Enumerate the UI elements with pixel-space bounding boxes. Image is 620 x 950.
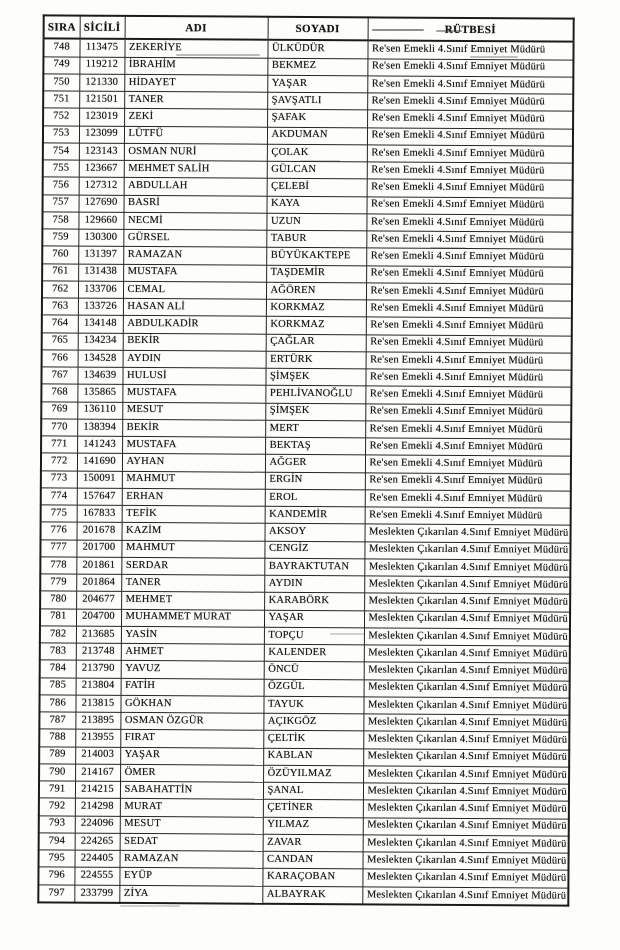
cell-sira: 754 — [43, 143, 79, 160]
cell-adi: SERDAR — [121, 557, 264, 575]
cell-sira: 748 — [43, 38, 79, 56]
cell-soyadi: ÜLKÜDÜR — [267, 40, 367, 59]
cell-adi: MUSTAFA — [123, 264, 266, 282]
cell-rutbesi: Re'sen Emekli 4.Sınıf Emniyet Müdürü — [365, 386, 571, 405]
cell-rutbesi: Re'sen Emekli 4.Sınıf Emniyet Müdürü — [367, 145, 573, 164]
cell-soyadi: TOPÇU — [264, 627, 364, 645]
cell-sicili: 213895 — [75, 712, 120, 730]
cell-adi: ABDULLAH — [124, 178, 267, 196]
cell-adi: FIRAT — [120, 730, 263, 748]
cell-rutbesi: Meslekten Çıkarılan 4.Sınıf Emniyet Müdürü — [365, 524, 571, 543]
cell-sira: 761 — [42, 263, 78, 280]
cell-rutbesi: Meslekten Çıkarılan 4.Sınıf Emniyet Müdürü — [362, 886, 568, 905]
cell-sira: 762 — [42, 281, 78, 298]
cell-sira: 786 — [39, 695, 75, 712]
cell-adi: MEHMET SALİH — [124, 160, 267, 178]
cell-sira: 797 — [38, 884, 74, 902]
cell-sira: 763 — [42, 298, 78, 315]
cell-sicili: 233799 — [74, 885, 119, 903]
cell-adi: MESUT — [122, 402, 265, 420]
cell-rutbesi: Re'sen Emekli 4.Sınıf Emniyet Müdürü — [367, 76, 573, 95]
cell-sicili: 214003 — [75, 747, 120, 765]
scan-artifact — [120, 905, 180, 907]
table-body — [38, 38, 573, 905]
cell-adi: ÖMER — [120, 764, 263, 782]
cell-soyadi: KORKMAZ — [266, 317, 366, 335]
cell-adi: ERHAN — [122, 488, 265, 506]
cell-adi: RAMAZAN — [120, 850, 263, 868]
table-header — [44, 15, 574, 41]
cell-rutbesi: Re'sen Emekli 4.Sınıf Emniyet Müdürü — [367, 179, 573, 198]
cell-rutbesi: Re'sen Emekli 4.Sınıf Emniyet Müdürü — [367, 127, 573, 146]
cell-sicili: 134148 — [78, 315, 123, 333]
cell-sicili: 224405 — [75, 850, 120, 868]
cell-soyadi: ÇELTİK — [263, 730, 363, 748]
cell-sicili: 123019 — [79, 108, 124, 126]
cell-sira: 751 — [43, 91, 79, 108]
cell-sicili: 224265 — [75, 833, 120, 851]
cell-soyadi: AÇIKGÖZ — [263, 713, 363, 731]
cell-sicili: 224096 — [75, 816, 120, 834]
cell-sicili: 121501 — [79, 91, 124, 109]
cell-sicili: 123099 — [79, 126, 124, 144]
cell-sicili: 141690 — [77, 453, 122, 471]
column-header-sira: SIRA — [44, 15, 80, 38]
cell-soyadi: KARABÖRK — [264, 592, 364, 610]
cell-adi: AYHAN — [122, 454, 265, 472]
cell-sicili: 134234 — [78, 333, 123, 351]
cell-adi: BEKİR — [122, 419, 265, 437]
cell-sicili: 213815 — [75, 695, 120, 713]
cell-soyadi: ÖNCÜ — [264, 661, 364, 679]
cell-soyadi: CANDAN — [263, 851, 363, 869]
cell-adi: HASAN ALİ — [123, 298, 266, 316]
table-row — [38, 884, 568, 905]
cell-sira: 789 — [39, 746, 75, 763]
cell-adi: BEKİR — [123, 333, 266, 351]
cell-soyadi: KANDEMİR — [265, 506, 365, 524]
cell-sira: 755 — [43, 160, 79, 177]
cell-rutbesi: Re'sen Emekli 4.Sınıf Emniyet Müdürü — [366, 248, 572, 267]
column-header-sicili: SİCİLİ — [80, 16, 125, 39]
cell-sicili: 119212 — [79, 57, 124, 75]
cell-sicili: 141243 — [77, 436, 122, 454]
cell-adi: BASRİ — [124, 195, 267, 213]
cell-sicili: 133706 — [78, 281, 123, 299]
cell-rutbesi: Re'sen Emekli 4.Sınıf Emniyet Müdürü — [366, 283, 572, 302]
cell-adi: LÜTFÜ — [124, 126, 267, 144]
cell-soyadi: ÇETİNER — [263, 799, 363, 817]
cell-rutbesi: Re'sen Emekli 4.Sınıf Emniyet Müdürü — [365, 403, 571, 422]
cell-sira: 779 — [40, 574, 76, 591]
cell-sicili: 214215 — [75, 781, 120, 799]
personnel-table — [37, 14, 574, 906]
cell-adi: AYDIN — [123, 350, 266, 368]
cell-sira: 794 — [39, 833, 75, 850]
cell-sira: 796 — [38, 867, 74, 884]
cell-rutbesi: Meslekten Çıkarılan 4.Sınıf Emniyet Müdürü — [364, 559, 570, 578]
cell-rutbesi: Re'sen Emekli 4.Sınıf Emniyet Müdürü — [365, 438, 571, 457]
cell-soyadi: MERT — [265, 420, 365, 438]
cell-rutbesi: Re'sen Emekli 4.Sınıf Emniyet Müdürü — [366, 334, 572, 353]
cell-rutbesi: Meslekten Çıkarılan 4.Sınıf Emniyet Müdürü — [364, 679, 570, 698]
cell-soyadi: AKDUMAN — [267, 127, 367, 145]
cell-adi: NECMİ — [123, 212, 266, 230]
cell-sicili: 131397 — [78, 246, 123, 264]
cell-sira: 756 — [43, 177, 79, 194]
cell-sira: 778 — [40, 557, 76, 574]
cell-sira: 777 — [40, 539, 76, 556]
cell-rutbesi: Re'sen Emekli 4.Sınıf Emniyet Müdürü — [365, 421, 571, 440]
cell-rutbesi: Meslekten Çıkarılan 4.Sınıf Emniyet Müdürü — [364, 662, 570, 681]
scan-artifact — [176, 54, 260, 56]
cell-rutbesi: Re'sen Emekli 4.Sınıf Emniyet Müdürü — [365, 455, 571, 474]
cell-sicili: 127690 — [79, 195, 124, 213]
cell-sira: 773 — [41, 470, 77, 487]
cell-rutbesi: Re'sen Emekli 4.Sınıf Emniyet Müdürü — [367, 162, 573, 181]
cell-rutbesi: Meslekten Çıkarılan 4.Sınıf Emniyet Müdürü — [364, 541, 570, 560]
cell-soyadi: ALBAYRAK — [262, 886, 362, 905]
column-header-adi: ADI — [125, 16, 268, 40]
cell-adi: RAMAZAN — [123, 247, 266, 265]
cell-sicili: 201864 — [76, 574, 121, 592]
cell-sira: 753 — [43, 125, 79, 142]
cell-sira: 774 — [41, 488, 77, 505]
cell-sicili: 214167 — [75, 764, 120, 782]
cell-soyadi: ERTÜRK — [266, 351, 366, 369]
cell-soyadi: YAŞAR — [267, 75, 367, 93]
cell-rutbesi: Re'sen Emekli 4.Sınıf Emniyet Müdürü — [366, 231, 572, 250]
cell-soyadi: ZAVAR — [263, 834, 363, 852]
cell-sira: 771 — [41, 436, 77, 453]
cell-rutbesi: Re'sen Emekli 4.Sınıf Emniyet Müdürü — [367, 93, 573, 112]
cell-soyadi: GÜLCAN — [267, 161, 367, 179]
cell-adi: İBRAHİM — [124, 57, 267, 75]
cell-sicili: 201861 — [76, 557, 121, 575]
cell-sira: 765 — [42, 332, 78, 349]
cell-soyadi: AĞGER — [265, 454, 365, 472]
cell-rutbesi: Re'sen Emekli 4.Sınıf Emniyet Müdürü — [366, 214, 572, 233]
cell-rutbesi: Meslekten Çıkarılan 4.Sınıf Emniyet Müdürü — [363, 766, 569, 785]
cell-adi: SEDAT — [120, 833, 263, 851]
cell-sira: 750 — [43, 74, 79, 91]
cell-rutbesi: Re'sen Emekli 4.Sınıf Emniyet Müdürü — [366, 300, 572, 319]
cell-soyadi: KALENDER — [264, 644, 364, 662]
cell-sicili: 136110 — [77, 402, 122, 420]
cell-sira: 752 — [43, 108, 79, 125]
cell-sira: 781 — [40, 608, 76, 625]
cell-sicili: 135865 — [77, 384, 122, 402]
cell-soyadi: BÜYÜKAKTEPE — [266, 248, 366, 266]
cell-rutbesi: Meslekten Çıkarılan 4.Sınıf Emniyet Müdürü — [363, 852, 569, 871]
cell-adi: EYÜP — [119, 868, 262, 886]
cell-adi: SABAHATTİN — [120, 781, 263, 799]
cell-adi: MAHMUT — [122, 471, 265, 489]
cell-sicili: 213804 — [76, 678, 121, 696]
cell-sira: 791 — [39, 781, 75, 798]
cell-sira: 780 — [40, 591, 76, 608]
cell-soyadi: BAYRAKTUTAN — [264, 558, 364, 576]
cell-soyadi: YAŞAR — [264, 610, 364, 628]
cell-sicili: 213685 — [76, 626, 121, 644]
cell-soyadi: AĞÖREN — [266, 282, 366, 300]
scan-artifact — [470, 56, 518, 58]
cell-adi: MEHMET — [121, 592, 264, 610]
cell-sicili: 131438 — [78, 264, 123, 282]
cell-sicili: 213748 — [76, 643, 121, 661]
cell-sira: 785 — [40, 677, 76, 694]
cell-sira: 795 — [39, 850, 75, 867]
cell-adi: GÜRSEL — [123, 229, 266, 247]
cell-rutbesi: Re'sen Emekli 4.Sınıf Emniyet Müdürü — [366, 352, 572, 371]
cell-sicili: 133726 — [78, 298, 123, 316]
cell-sicili: 157647 — [77, 488, 122, 506]
column-header-soyadi: SOYADI — [268, 17, 368, 41]
cell-sicili: 167833 — [77, 505, 122, 523]
cell-sira: 782 — [40, 626, 76, 643]
cell-soyadi: ŞİMŞEK — [265, 403, 365, 421]
cell-soyadi: AKSOY — [265, 523, 365, 541]
cell-sira: 769 — [41, 401, 77, 418]
cell-sira: 759 — [42, 229, 78, 246]
cell-sira: 760 — [42, 246, 78, 263]
cell-sira: 775 — [41, 505, 77, 522]
scan-artifact — [330, 633, 364, 635]
cell-sicili: 134639 — [77, 367, 122, 385]
cell-rutbesi: Meslekten Çıkarılan 4.Sınıf Emniyet Müdürü — [363, 783, 569, 802]
cell-rutbesi: Re'sen Emekli 4.Sınıf Emniyet Müdürü — [366, 317, 572, 336]
cell-rutbesi: Meslekten Çıkarılan 4.Sınıf Emniyet Müdürü — [363, 731, 569, 750]
cell-sira: 770 — [41, 419, 77, 436]
cell-adi: HULUSİ — [122, 367, 265, 385]
cell-adi: MAHMUT — [121, 540, 264, 558]
cell-sira: 793 — [39, 815, 75, 832]
cell-sira: 788 — [39, 729, 75, 746]
cell-sira: 767 — [41, 367, 77, 384]
cell-sicili: 150091 — [77, 471, 122, 489]
cell-sira: 766 — [42, 350, 78, 367]
cell-adi: ZEKİ — [124, 109, 267, 127]
cell-sicili: 204700 — [76, 609, 121, 627]
cell-rutbesi: Meslekten Çıkarılan 4.Sınıf Emniyet Müdürü — [364, 593, 570, 612]
cell-sicili: 113475 — [79, 39, 124, 57]
cell-soyadi: CENGİZ — [264, 541, 364, 559]
cell-soyadi: KORKMAZ — [266, 299, 366, 317]
cell-adi: YAVUZ — [121, 661, 264, 679]
cell-sira: 768 — [41, 384, 77, 401]
cell-rutbesi: Re'sen Emekli 4.Sınıf Emniyet Müdürü — [365, 472, 571, 491]
cell-sira: 776 — [41, 522, 77, 539]
cell-rutbesi: Meslekten Çıkarılan 4.Sınıf Emniyet Müdürü — [364, 645, 570, 664]
cell-adi: OSMAN NURİ — [124, 143, 267, 161]
cell-soyadi: KARAÇOBAN — [262, 868, 362, 886]
cell-sira: 764 — [42, 315, 78, 332]
cell-adi: MUSTAFA — [122, 436, 265, 454]
cell-soyadi: KABLAN — [263, 748, 363, 766]
cell-soyadi: ŞANAL — [263, 782, 363, 800]
cell-soyadi: ÖZÜYILMAZ — [263, 765, 363, 783]
cell-sicili: 213955 — [75, 729, 120, 747]
cell-adi: KAZİM — [122, 523, 265, 541]
cell-adi: ZİYA — [119, 885, 262, 904]
cell-adi: TANER — [121, 574, 264, 592]
cell-rutbesi: Re'sen Emekli 4.Sınıf Emniyet Müdürü — [365, 369, 571, 388]
cell-soyadi: YILMAZ — [263, 817, 363, 835]
cell-rutbesi: Meslekten Çıkarılan 4.Sınıf Emniyet Müdürü — [364, 628, 570, 647]
cell-rutbesi: Meslekten Çıkarılan 4.Sınıf Emniyet Müdürü — [363, 835, 569, 854]
cell-sicili: 121330 — [79, 74, 124, 92]
cell-adi: TANER — [124, 91, 267, 109]
cell-adi: ZEKERİYE — [124, 39, 267, 58]
cell-soyadi: TABUR — [266, 230, 366, 248]
cell-adi: MUHAMMET MURAT — [121, 609, 264, 627]
cell-rutbesi: Meslekten Çıkarılan 4.Sınıf Emniyet Müdürü — [363, 800, 569, 819]
cell-adi: HİDAYET — [124, 74, 267, 92]
cell-sicili: 123143 — [79, 143, 124, 161]
cell-adi: YAŞAR — [120, 747, 263, 765]
cell-rutbesi: Meslekten Çıkarılan 4.Sınıf Emniyet Müdürü — [363, 714, 569, 733]
cell-soyadi: ÇOLAK — [267, 144, 367, 162]
cell-rutbesi: Re'sen Emekli 4.Sınıf Emniyet Müdürü — [367, 196, 573, 215]
cell-sira: 790 — [39, 764, 75, 781]
cell-adi: ABDULKADİR — [123, 316, 266, 334]
table-header-row — [44, 15, 574, 41]
cell-sicili: 134528 — [78, 350, 123, 368]
cell-adi: TEFİK — [122, 505, 265, 523]
cell-rutbesi: Re'sen Emekli 4.Sınıf Emniyet Müdürü — [367, 110, 573, 129]
cell-rutbesi: Re'sen Emekli 4.Sınıf Emniyet Müdürü — [367, 58, 573, 77]
cell-rutbesi: Meslekten Çıkarılan 4.Sınıf Emniyet Müdürü — [363, 697, 569, 716]
cell-adi: OSMAN ÖZGÜR — [120, 712, 263, 730]
cell-sira: 758 — [42, 212, 78, 229]
cell-sicili: 138394 — [77, 419, 122, 437]
scan-artifact — [436, 30, 462, 32]
cell-soyadi: BEKTAŞ — [265, 437, 365, 455]
cell-adi: MUSTAFA — [122, 385, 265, 403]
cell-rutbesi: Re'sen Emekli 4.Sınıf Emniyet Müdürü — [367, 40, 573, 59]
column-header-rutbesi: RÜTBESİ — [368, 17, 574, 41]
scan-artifact — [300, 160, 340, 162]
cell-adi: FATİH — [121, 678, 264, 696]
cell-soyadi: ERGİN — [265, 472, 365, 490]
cell-sira: 787 — [39, 712, 75, 729]
cell-rutbesi: Re'sen Emekli 4.Sınıf Emniyet Müdürü — [365, 507, 571, 526]
cell-adi: MESUT — [120, 816, 263, 834]
cell-rutbesi: Meslekten Çıkarılan 4.Sınıf Emniyet Müdürü — [362, 869, 568, 888]
cell-sicili: 201700 — [76, 540, 121, 558]
cell-sicili: 130300 — [78, 229, 123, 247]
cell-sira: 757 — [43, 194, 79, 211]
cell-sicili: 214298 — [75, 798, 120, 816]
cell-adi: GÖKHAN — [120, 695, 263, 713]
cell-soyadi: KAYA — [267, 196, 367, 214]
cell-sicili: 127312 — [79, 177, 124, 195]
cell-sicili: 201678 — [77, 522, 122, 540]
cell-rutbesi: Meslekten Çıkarılan 4.Sınıf Emniyet Müdürü — [363, 748, 569, 767]
cell-rutbesi: Meslekten Çıkarılan 4.Sınıf Emniyet Müdürü — [364, 610, 570, 629]
cell-sicili: 204677 — [76, 591, 121, 609]
cell-sira: 749 — [43, 56, 79, 73]
cell-soyadi: EROL — [265, 489, 365, 507]
cell-sira: 792 — [39, 798, 75, 815]
cell-adi: CEMAL — [123, 281, 266, 299]
cell-rutbesi: Re'sen Emekli 4.Sınıf Emniyet Müdürü — [366, 265, 572, 284]
cell-soyadi: ŞİMŞEK — [265, 368, 365, 386]
cell-soyadi: ÖZGÜL — [264, 679, 364, 697]
cell-sira: 783 — [40, 643, 76, 660]
cell-soyadi: ÇAĞLAR — [266, 334, 366, 352]
cell-soyadi: ÇELEBİ — [267, 179, 367, 197]
cell-sicili: 213790 — [76, 660, 121, 678]
cell-sira: 772 — [41, 453, 77, 470]
cell-rutbesi: Meslekten Çıkarılan 4.Sınıf Emniyet Müdürü — [363, 817, 569, 836]
cell-soyadi: PEHLİVANOĞLU — [265, 386, 365, 404]
cell-sira: 784 — [40, 660, 76, 677]
cell-soyadi: BEKMEZ — [267, 58, 367, 76]
cell-soyadi: ŞAFAK — [267, 110, 367, 128]
cell-adi: AHMET — [121, 643, 264, 661]
cell-sicili: 123667 — [79, 160, 124, 178]
cell-rutbesi: Re'sen Emekli 4.Sınıf Emniyet Müdürü — [365, 490, 571, 509]
cell-soyadi: UZUN — [266, 213, 366, 231]
cell-rutbesi: Meslekten Çıkarılan 4.Sınıf Emniyet Müdürü — [364, 576, 570, 595]
cell-sicili: 129660 — [78, 212, 123, 230]
cell-adi: YASİN — [121, 626, 264, 644]
scan-artifact — [372, 29, 424, 31]
cell-soyadi: TAYUK — [263, 696, 363, 714]
cell-soyadi: AYDIN — [264, 575, 364, 593]
cell-sicili: 224555 — [74, 867, 119, 885]
cell-soyadi: TAŞDEMİR — [266, 265, 366, 283]
scan-artifact — [430, 247, 466, 249]
cell-adi: MURAT — [120, 799, 263, 817]
cell-soyadi: ŞAVŞATLI — [267, 92, 367, 110]
